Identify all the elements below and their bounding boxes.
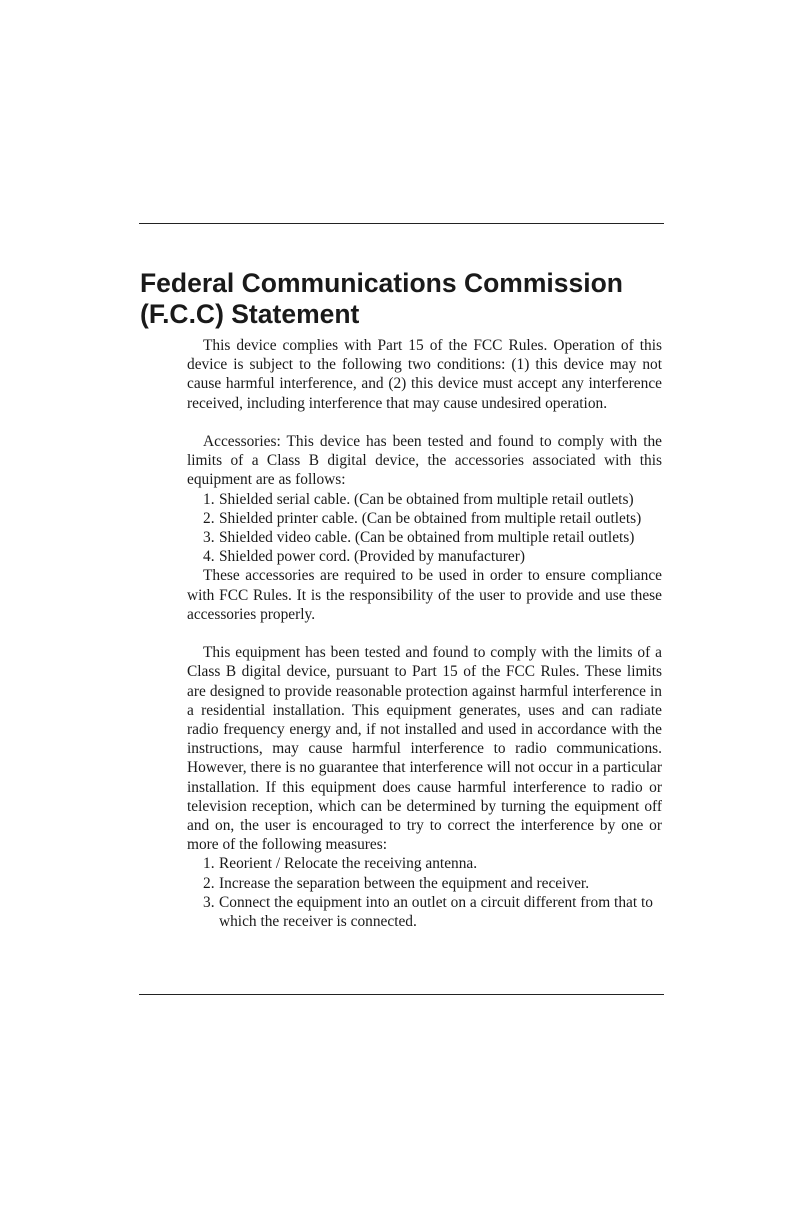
measures-list	[187, 854, 662, 931]
list-item-text: Shielded printer cable. (Can be obtained from multiple retail outlets)	[219, 509, 642, 527]
top-rule	[139, 223, 664, 224]
compliance-paragraph: This device complies with Part 15 of the FCC Rules. Operation of this device is subject to the following two conditions: (1) this device may not cause harmful interference, and (2) this device must accept any interference received, including interference that may cause undesired operation.	[187, 337, 662, 412]
list-item-text: Connect the equipment into an outlet on a circuit different from that to which the receiver is connected.	[219, 893, 653, 931]
list-item	[187, 528, 662, 547]
accessories-paragraph: Accessories: This device has been tested and found to comply with the limits of a Class B digital device, the accessories associated with this equipment are as follows:	[187, 433, 662, 489]
list-item	[187, 874, 662, 893]
list-item-text: Reorient / Relocate the receiving antenna.	[219, 855, 478, 873]
page-title	[140, 268, 680, 330]
statement-body	[187, 336, 662, 931]
bottom-rule	[139, 994, 664, 995]
paragraph-gap	[187, 413, 662, 432]
list-item-text: Shielded serial cable. (Can be obtained from multiple retail outlets)	[219, 490, 634, 508]
list-item-number: 3.	[203, 529, 215, 547]
list-item	[187, 509, 662, 528]
list-item-number: 3.	[203, 893, 215, 911]
accessories-usage-paragraph: These accessories are required to be used in order to ensure compliance with FCC Rules. It is the responsibility of the user to provide and use these accessories properly.	[187, 567, 662, 623]
list-item-number: 4.	[203, 548, 215, 566]
title-line-1: Federal Communications Commission	[140, 268, 623, 298]
list-item	[187, 893, 662, 931]
list-item	[187, 854, 662, 873]
list-item-number: 1.	[203, 490, 215, 508]
title-line-2: (F.C.C) Statement	[140, 299, 360, 329]
list-item-number: 2.	[203, 509, 215, 527]
list-item-text: Shielded video cable. (Can be obtained from multiple retail outlets)	[219, 529, 635, 547]
list-item-text: Increase the separation between the equipment and receiver.	[219, 874, 590, 892]
accessories-list	[187, 490, 662, 567]
list-item-number: 2.	[203, 874, 215, 892]
list-item	[187, 490, 662, 509]
list-item-number: 1.	[203, 855, 215, 873]
list-item-text: Shielded power cord. (Provided by manufacturer)	[219, 548, 526, 566]
class-b-paragraph: This equipment has been tested and found to comply with the limits of a Class B digital device, pursuant to Part 15 of the FCC Rules. These limits are designed to provide reasonable protection against harmful interference in a residential installation. This equipment generates, uses and can radiate radio frequency energy and, if not installed and used in accordance with the instructions, may cause harmful interference to radio communications. However, there is no guarantee that interference will not occur in a particular installation. If this equipment does cause harmful interference to radio or television reception, which can be determined by turning the equipment off and on, the user is encouraged to try to correct the interference by one or more of the following measures:	[187, 644, 662, 854]
paragraph-gap	[187, 624, 662, 643]
list-item	[187, 547, 662, 566]
